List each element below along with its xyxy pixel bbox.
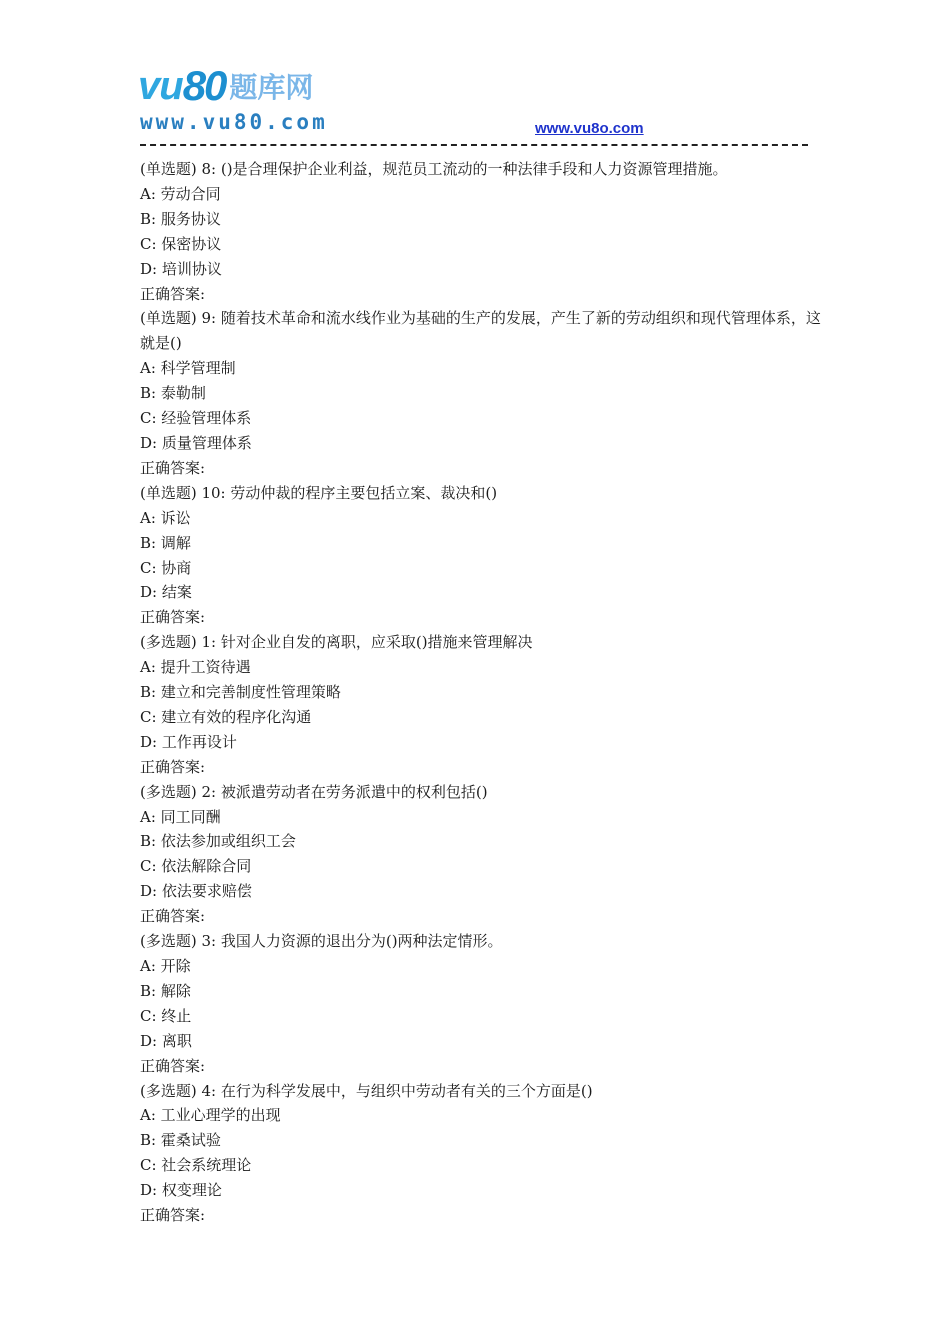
answer-option: A: 劳动合同 [140,184,221,203]
answer-option: B: 调解 [140,533,191,552]
correct-answer-label: 正确答案: [140,1206,206,1225]
answer-option: D: 培训协议 [140,259,222,278]
question-block [140,306,830,480]
correct-answer-label: 正确答案: [140,757,206,776]
answer-option: A: 同工同酬 [140,807,221,826]
question-stem: (多选题) 3: 我国人力资源的退出分为()两种法定情形。 [140,932,503,951]
answer-option: B: 霍桑试验 [140,1131,221,1150]
question-stem: (单选题) 10: 劳动仲裁的程序主要包括立案、裁决和() [140,483,498,502]
answer-option: C: 依法解除合同 [140,857,252,876]
logo-wordmark [138,64,313,108]
answer-option: A: 诉讼 [140,508,191,527]
answer-option: C: 保密协议 [140,234,222,253]
correct-answer-label: 正确答案: [140,608,206,627]
question-list [140,157,830,1228]
question-stem: (多选题) 1: 针对企业自发的离职，应采取()措施来管理解决 [140,633,533,652]
header-divider [140,144,808,146]
question-stem: (单选题) 9: 随着技术革命和流水线作业为基础的生产的发展，产生了新的劳动组织和现代管理体系，这就是() [140,309,821,353]
logo-brand-80: 80 [182,62,226,109]
question-block [140,780,830,929]
answer-option: A: 开除 [140,957,191,975]
logo-brand-cn: 题库网 [229,72,314,103]
logo-brand-vu: vu [138,63,183,108]
question-block [140,630,830,779]
answer-option: C: 协商 [140,558,192,577]
answer-option: A: 科学管理制 [140,359,236,378]
answer-option: D: 依法要求赔偿 [140,882,252,901]
correct-answer-label: 正确答案: [140,907,206,926]
question-block [140,929,830,1078]
answer-option: D: 质量管理体系 [140,433,252,452]
question-block [140,1079,830,1228]
answer-option: B: 服务协议 [140,209,221,228]
correct-answer-label: 正确答案: [140,458,206,477]
correct-answer-label: 正确答案: [140,1056,206,1075]
answer-option: C: 经验管理体系 [140,409,252,428]
answer-option: D: 权变理论 [140,1181,222,1200]
question-stem: (单选题) 8: ()是合理保护企业利益，规范员工流动的一种法律手段和人力资源管理措施。 [140,160,728,178]
answer-option: B: 解除 [140,981,191,1000]
answer-option: D: 结案 [140,583,192,602]
answer-option: B: 建立和完善制度性管理策略 [140,683,341,702]
question-stem: (多选题) 2: 被派遣劳动者在劳务派遣中的权利包括() [140,782,488,801]
answer-option: D: 离职 [140,1031,192,1050]
site-link[interactable]: www.vu8o.com [535,120,644,137]
site-logo [138,64,360,136]
answer-option: C: 建立有效的程序化沟通 [140,707,312,726]
logo-url: www.vu80.com [140,110,328,134]
answer-option: C: 终止 [140,1006,192,1025]
answer-option: C: 社会系统理论 [140,1156,252,1175]
question-stem: (多选题) 4: 在行为科学发展中，与组织中劳动者有关的三个方面是() [140,1081,593,1100]
correct-answer-label: 正确答案: [140,284,206,303]
answer-option: D: 工作再设计 [140,732,237,751]
question-block [140,481,830,630]
answer-option: A: 工业心理学的出现 [140,1106,281,1125]
answer-option: B: 泰勒制 [140,384,206,403]
answer-option: B: 依法参加或组织工会 [140,832,296,851]
answer-option: A: 提升工资待遇 [140,658,251,677]
question-block [140,157,830,306]
